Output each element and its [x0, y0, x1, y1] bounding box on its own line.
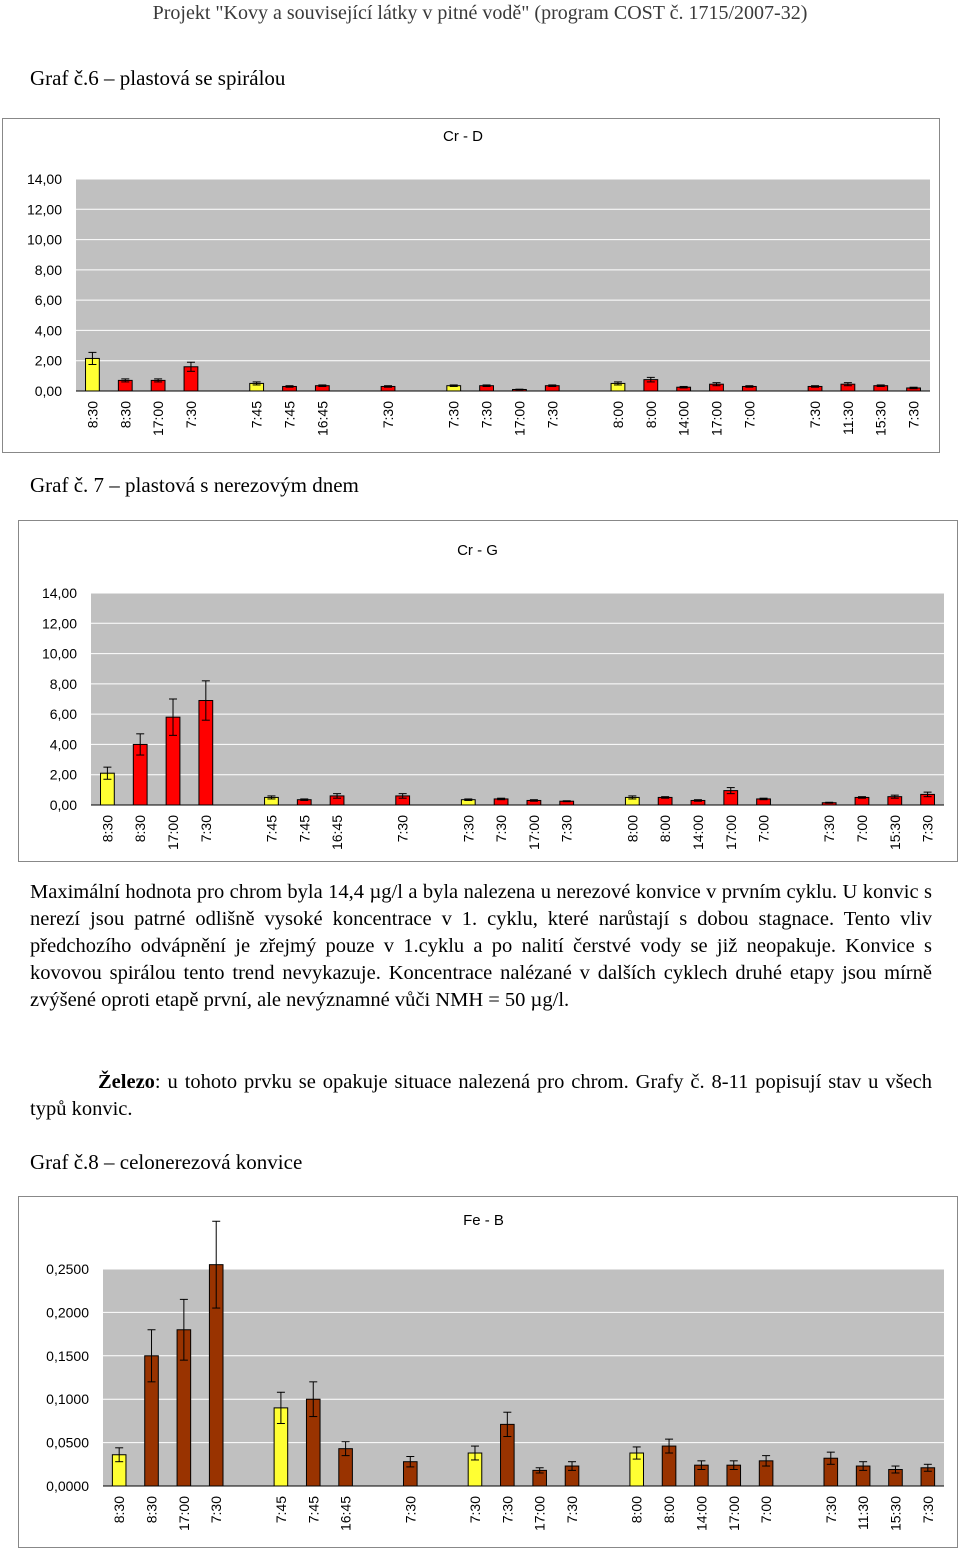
x-tick-label: 16:45: [314, 401, 331, 437]
y-tick-label: 10,00: [41, 645, 77, 662]
paragraph-chrom: Maximální hodnota pro chrom byla 14,4 µg/l a byla nalezena u nerezové konvice v prvním cyklu. U konvic s nerezí jsou patrné odlišně vysoké koncentrace v 1. cyklu, které narůstají s dobou stagnace. Tento vliv předchozího odvápnění je zřejmý pouze v 1.cyklu a po nalití čerstvé vody se již neopakuje. Konvice s kovovou spirálou tento trend nevykazuje. Koncentrace nalézané v dalších cyklech druhé etapy jsou mírně zvýšené oproti etapě první, ale nevýznamné vůči NMH = 50 µg/l.: [30, 881, 932, 1011]
x-tick-label: 7:00: [741, 401, 758, 429]
x-tick-label: 14:00: [689, 815, 706, 851]
x-tick-label: 8:30: [99, 815, 116, 843]
y-tick-label: 2,00: [49, 766, 77, 783]
chart-fe-b: [18, 1196, 958, 1548]
x-tick-label: 8:00: [624, 815, 641, 843]
x-tick-label: 7:30: [499, 1496, 516, 1524]
y-tick-label: 6,00: [49, 706, 77, 723]
x-tick-label: 7:00: [758, 1496, 775, 1524]
x-tick-label: 17:00: [511, 401, 528, 437]
chart-cr-g-svg: [19, 521, 957, 861]
x-tick-label: 7:30: [919, 1496, 936, 1524]
y-tick-label: 0,1500: [46, 1347, 89, 1364]
x-tick-label: 8:30: [143, 1496, 160, 1524]
x-tick-label: 7:00: [853, 815, 870, 843]
caption-graf8: Graf č.8 – celonerezová konvice: [30, 1150, 303, 1174]
x-tick-label: 17:00: [722, 815, 739, 851]
y-tick-label: 12,00: [26, 201, 62, 218]
chart-title: Cr - G: [457, 542, 498, 559]
y-tick-label: 14,00: [41, 585, 77, 601]
paragraph-zelezo: [30, 1069, 932, 1123]
x-tick-label: 7:30: [445, 401, 462, 429]
x-tick-label: 7:30: [460, 815, 477, 843]
x-tick-label: 17:00: [531, 1496, 548, 1532]
chart-fe-b-svg: [19, 1197, 957, 1547]
y-tick-label: 8,00: [34, 261, 62, 278]
x-tick-label: 11:30: [855, 1496, 872, 1530]
x-tick-label: 7:30: [807, 401, 824, 429]
x-tick-label: 7:30: [919, 815, 936, 843]
y-tick-label: 10,00: [26, 231, 62, 248]
x-tick-label: 17:00: [525, 815, 542, 851]
x-tick-label: 7:30: [822, 1496, 839, 1524]
x-tick-label: 15:30: [872, 401, 889, 437]
x-tick-label: 17:00: [708, 401, 725, 437]
chart-cr-g: [18, 520, 958, 862]
x-tick-label: 7:45: [281, 401, 298, 429]
plot-area: [91, 593, 944, 805]
x-tick-label: 8:30: [111, 1496, 128, 1524]
page-header: Projekt "Kovy a související látky v pitné vodě" (program COST č. 1715/2007-32): [152, 2, 808, 24]
chart-cr-d-svg: [3, 119, 939, 452]
zelezo-text: : u tohoto prvku se opakuje situace nalezená pro chrom. Grafy č. 8-11 popisují stav u všech typů konvic.: [30, 1071, 932, 1120]
x-tick-label: 7:30: [821, 815, 838, 843]
y-tick-label: 0,00: [34, 383, 62, 399]
x-tick-label: 17:00: [165, 815, 182, 851]
x-tick-label: 17:00: [175, 1496, 192, 1532]
y-tick-label: 0,2000: [46, 1304, 89, 1321]
x-tick-label: 8:30: [132, 815, 149, 843]
y-tick-label: 0,1000: [46, 1391, 89, 1408]
y-tick-label: 6,00: [34, 292, 62, 309]
plot-area: [103, 1269, 944, 1486]
y-tick-label: 2,00: [34, 352, 62, 369]
y-tick-label: 12,00: [41, 615, 77, 632]
x-tick-label: 17:00: [725, 1496, 742, 1532]
x-tick-label: 15:30: [886, 815, 903, 851]
plot-area: [76, 179, 930, 391]
x-tick-label: 8:00: [642, 401, 659, 429]
x-tick-label: 7:30: [402, 1496, 419, 1524]
y-tick-label: 14,00: [26, 171, 62, 187]
x-tick-label: 7:30: [380, 401, 397, 429]
caption-graf6: Graf č.6 – plastová se spirálou: [30, 66, 286, 90]
x-tick-label: 7:45: [248, 401, 265, 429]
x-tick-label: 8:30: [84, 401, 101, 429]
x-tick-label: 7:30: [493, 815, 510, 843]
y-tick-label: 0,2500: [46, 1261, 89, 1277]
x-tick-label: 7:30: [394, 815, 411, 843]
x-tick-label: 7:30: [564, 1496, 581, 1524]
x-tick-label: 7:45: [296, 815, 313, 843]
x-tick-label: 14:00: [675, 401, 692, 437]
y-tick-label: 4,00: [49, 736, 77, 753]
y-tick-label: 8,00: [49, 675, 77, 692]
caption-graf7: Graf č. 7 – plastová s nerezovým dnem: [30, 473, 359, 497]
x-tick-label: 7:45: [263, 815, 280, 843]
x-tick-label: 7:30: [558, 815, 575, 843]
x-tick-label: 16:45: [329, 815, 346, 851]
chart-title: Cr - D: [443, 128, 483, 145]
x-tick-label: 8:00: [657, 815, 674, 843]
x-tick-label: 7:30: [182, 401, 199, 429]
x-tick-label: 7:45: [272, 1496, 289, 1524]
x-tick-label: 8:00: [628, 1496, 645, 1524]
x-tick-label: 7:30: [478, 400, 495, 429]
chart-title: Fe - B: [463, 1212, 504, 1229]
x-tick-label: 7:30: [466, 1496, 483, 1524]
y-tick-label: 4,00: [34, 322, 62, 339]
x-tick-label: 17:00: [150, 401, 167, 437]
x-tick-label: 16:45: [337, 1496, 354, 1532]
y-tick-label: 0,0500: [46, 1434, 89, 1451]
x-tick-label: 7:00: [755, 815, 772, 843]
x-tick-label: 8:30: [117, 401, 134, 429]
zelezo-bold: Železo: [98, 1071, 155, 1093]
x-tick-label: 15:30: [887, 1496, 904, 1532]
x-tick-label: 7:30: [544, 401, 561, 429]
x-tick-label: 7:30: [197, 815, 214, 843]
x-tick-label: 8:00: [609, 401, 626, 429]
chart-cr-d: [2, 118, 940, 453]
x-tick-label: 11:30: [839, 401, 856, 435]
x-tick-label: 8:00: [661, 1496, 678, 1524]
x-tick-label: 7:45: [305, 1496, 322, 1524]
x-tick-label: 7:30: [208, 1496, 225, 1524]
x-tick-label: 14:00: [693, 1496, 710, 1532]
y-tick-label: 0,0000: [46, 1478, 89, 1494]
x-tick-label: 7:30: [905, 401, 922, 429]
y-tick-label: 0,00: [49, 797, 77, 813]
